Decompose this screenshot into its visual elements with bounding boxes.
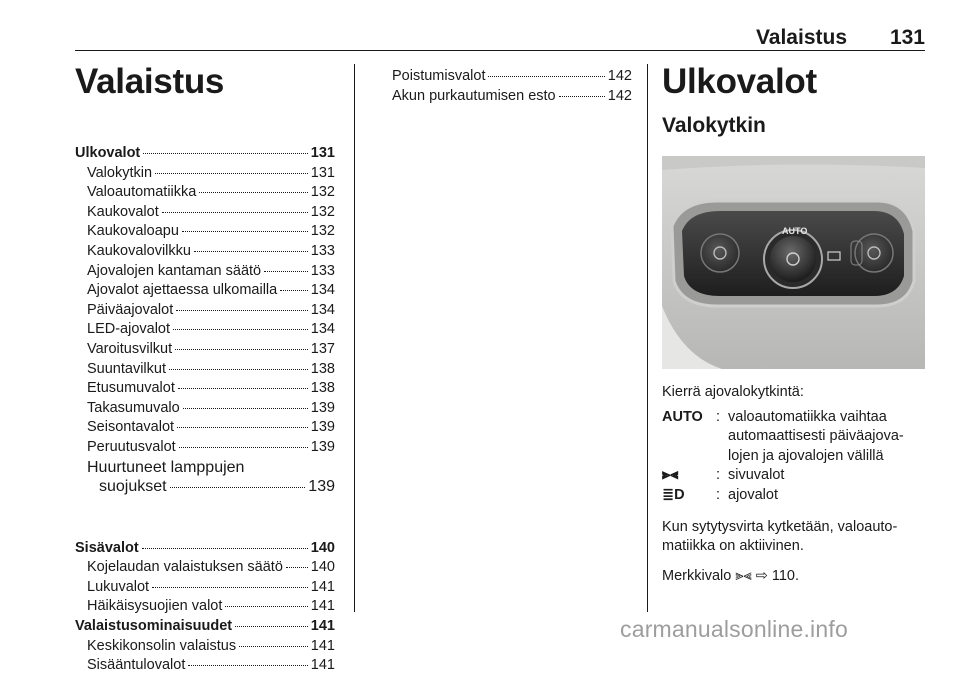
toc-dot-leader — [155, 173, 308, 174]
toc-entry-page: 139 — [310, 438, 335, 455]
toc-dot-leader — [173, 329, 308, 330]
toc-entry-page: 131 — [310, 164, 335, 181]
toc-entry-page: 138 — [310, 380, 335, 397]
toc-entry-page: 141 — [310, 578, 335, 595]
toc-entry-text: Sisävalot — [75, 539, 139, 556]
toc-entry[interactable] — [75, 301, 335, 321]
paragraph-indicator: Merkkivalo ⫸⫷ ⇨ 110. — [662, 567, 800, 584]
toc-entry[interactable] — [75, 597, 335, 617]
toc-entry-text: Lukuvalot — [87, 578, 150, 595]
toc-dot-leader — [194, 251, 308, 252]
toc-entry[interactable] — [75, 438, 335, 458]
toc-dot-leader — [559, 96, 605, 97]
toc-entry-page: 139 — [308, 478, 335, 496]
toc-entry-page: 134 — [310, 321, 335, 338]
page-header — [75, 26, 925, 48]
toc-entry-page: 132 — [310, 184, 335, 201]
toc-entry-page: 137 — [310, 340, 335, 357]
toc-entry[interactable] — [75, 164, 335, 184]
toc-entry-page: 139 — [310, 399, 335, 416]
toc-entry-text: Keskikonsolin valaistus — [87, 637, 237, 654]
definition-line: valoautomatiikka vaihtaa — [728, 408, 887, 425]
subsection-title: Valokytkin — [662, 114, 766, 137]
toc-entry-page: 133 — [310, 262, 335, 279]
toc-dot-leader — [280, 290, 308, 291]
section-title: Ulkovalot — [662, 62, 817, 101]
paragraph-ignition — [662, 518, 925, 557]
toc-entry[interactable] — [75, 656, 335, 676]
paragraph-line: matiikka on aktiivinen. — [662, 538, 804, 555]
toc-entry[interactable] — [380, 87, 632, 107]
toc-entry-page: 134 — [310, 301, 335, 318]
definition-term: ≣D — [662, 486, 685, 503]
toc-entry[interactable] — [75, 144, 335, 164]
toc-dot-leader — [169, 369, 308, 370]
header-page-number: 131 — [889, 26, 925, 49]
toc-entry-page: 141 — [310, 637, 335, 654]
definition-description — [728, 408, 925, 467]
column-2 — [380, 67, 632, 106]
toc-entry-text: Peruutusvalot — [87, 438, 176, 455]
toc-dot-leader — [143, 153, 308, 154]
toc-entry[interactable] — [75, 399, 335, 419]
toc-entry-text: Valaistusominaisuudet — [75, 618, 233, 635]
definition-row — [662, 466, 925, 486]
toc-dot-leader — [199, 192, 307, 193]
toc-dot-leader — [152, 587, 308, 588]
toc-dot-leader — [286, 567, 308, 568]
toc-entry-text: Poistumisvalot — [392, 68, 486, 84]
toc-entry[interactable] — [75, 203, 335, 223]
toc-dot-leader — [142, 548, 308, 549]
toc-dot-leader — [177, 427, 308, 428]
toc-entry-text: Kojelaudan valaistuksen säätö — [87, 559, 283, 576]
column-1 — [75, 62, 335, 676]
toc-entry[interactable] — [75, 578, 335, 598]
definition-line: lojen ja ajovalojen välillä — [728, 447, 884, 464]
toc-entry[interactable] — [75, 320, 335, 340]
header-title: Valaistus — [755, 26, 847, 49]
toc-entry-text: Häikäisysuojien valot — [87, 598, 223, 615]
chapter-title: Valaistus — [75, 62, 225, 101]
toc-entry-text: Päiväajovalot — [87, 301, 174, 318]
toc-entry-page: 142 — [607, 87, 632, 104]
toc-entry-text: Suuntavilkut — [87, 360, 166, 377]
toc-entry[interactable] — [75, 360, 335, 380]
table-of-contents-3 — [380, 67, 632, 106]
toc-entry-page: 141 — [310, 598, 335, 615]
toc-entry-text: Kaukovaloapu — [87, 223, 179, 240]
definition-line: automaattisesti päiväajova- — [728, 428, 904, 445]
light-switch-photo — [662, 156, 925, 369]
toc-entry[interactable] — [380, 67, 632, 87]
toc-dot-leader — [188, 665, 307, 666]
toc-entry-page: 133 — [310, 242, 335, 259]
definition-description — [728, 466, 925, 486]
toc-entry-page: 142 — [607, 68, 632, 84]
watermark: carmanualsonline.info — [620, 616, 848, 642]
toc-entry-text: Huurtuneet lamppujen — [87, 458, 245, 476]
toc-entry-text: Ajovalot ajettaessa ulkomailla — [87, 282, 278, 299]
toc-dot-leader — [183, 408, 308, 409]
toc-entry[interactable] — [75, 539, 335, 559]
toc-entry-page: 138 — [310, 360, 335, 377]
table-of-contents-2 — [75, 539, 335, 676]
toc-entry-text: LED-ajovalot — [87, 321, 171, 338]
toc-entry-text: Kaukovalot — [87, 203, 159, 220]
toc-dot-leader — [225, 606, 307, 607]
toc-entry-page: 141 — [310, 618, 335, 635]
table-of-contents — [75, 144, 335, 458]
toc-entry-text: Valokytkin — [87, 164, 153, 181]
toc-dot-leader — [179, 447, 308, 448]
definition-list — [662, 408, 925, 506]
toc-entry[interactable] — [75, 262, 335, 282]
column-3 — [662, 62, 925, 586]
toc-entry-text: Sisääntulovalot — [87, 657, 186, 674]
toc-dot-leader — [170, 487, 306, 488]
toc-entry[interactable] — [75, 418, 335, 438]
definition-colon: : — [716, 486, 721, 503]
toc-entry-page: 140 — [310, 559, 335, 576]
toc-entry-suojukset[interactable] — [75, 477, 335, 497]
toc-entry-page: 140 — [310, 539, 335, 556]
definition-row — [662, 408, 925, 467]
toc-dot-leader — [175, 349, 308, 350]
toc-dot-leader — [176, 310, 308, 311]
column-divider-1 — [354, 64, 355, 612]
definition-line: ajovalot — [728, 486, 778, 503]
toc-entry-text: Ulkovalot — [75, 145, 141, 161]
definition-term: AUTO — [662, 408, 703, 425]
toc-entry-text: Etusumuvalot — [87, 380, 175, 397]
toc-entry[interactable] — [75, 617, 335, 637]
toc-entry[interactable] — [75, 637, 335, 657]
toc-entry-text: Kaukovalovilkku — [87, 242, 191, 259]
toc-dot-leader — [488, 76, 604, 77]
definition-term: ⫸⫷ — [662, 467, 679, 484]
toc-dot-leader — [235, 626, 308, 627]
toc-dot-leader — [178, 388, 308, 389]
toc-entry[interactable] — [75, 281, 335, 301]
toc-entry[interactable] — [75, 558, 335, 578]
toc-entry-page: 141 — [310, 657, 335, 674]
definition-colon: : — [716, 408, 721, 425]
toc-entry[interactable] — [75, 242, 335, 262]
toc-dot-leader — [182, 231, 308, 232]
toc-entry-page: 132 — [310, 203, 335, 220]
toc-entry-page: 139 — [310, 419, 335, 436]
toc-dot-leader — [264, 271, 308, 272]
toc-entry-text: Ajovalojen kantaman säätö — [87, 262, 262, 279]
toc-entry[interactable] — [75, 183, 335, 203]
toc-entry[interactable] — [75, 222, 335, 242]
toc-entry[interactable] — [75, 340, 335, 360]
column-divider-2 — [647, 64, 648, 612]
toc-entry-text: Varoitusvilkut — [87, 340, 173, 357]
toc-dot-leader — [162, 212, 308, 213]
toc-entry-text: Seisontavalot — [87, 419, 175, 436]
paragraph-line: Kun sytytysvirta kytketään, valoauto- — [662, 518, 898, 535]
toc-entry-text: Akun purkautumisen esto — [392, 87, 556, 104]
toc-entry-text: Valoautomatiikka — [87, 184, 197, 201]
toc-dot-leader — [239, 646, 308, 647]
definition-description — [728, 486, 925, 506]
toc-entry-page: 134 — [310, 282, 335, 299]
definition-line: sivuvalot — [728, 467, 785, 484]
toc-entry-text: Takasumuvalo — [87, 399, 180, 416]
intro-text: Kierrä ajovalokytkintä: — [662, 384, 804, 400]
toc-entry-page: 131 — [310, 145, 335, 161]
definition-colon: : — [716, 467, 721, 484]
header-rule — [75, 50, 925, 51]
toc-entry[interactable] — [75, 379, 335, 399]
photo-auto-label: AUTO — [782, 226, 808, 236]
toc-entry-huurtuneet[interactable] — [75, 458, 335, 478]
toc-entry-text: suojukset — [99, 478, 167, 496]
definition-row — [662, 486, 925, 506]
toc-entry-page: 132 — [310, 223, 335, 240]
